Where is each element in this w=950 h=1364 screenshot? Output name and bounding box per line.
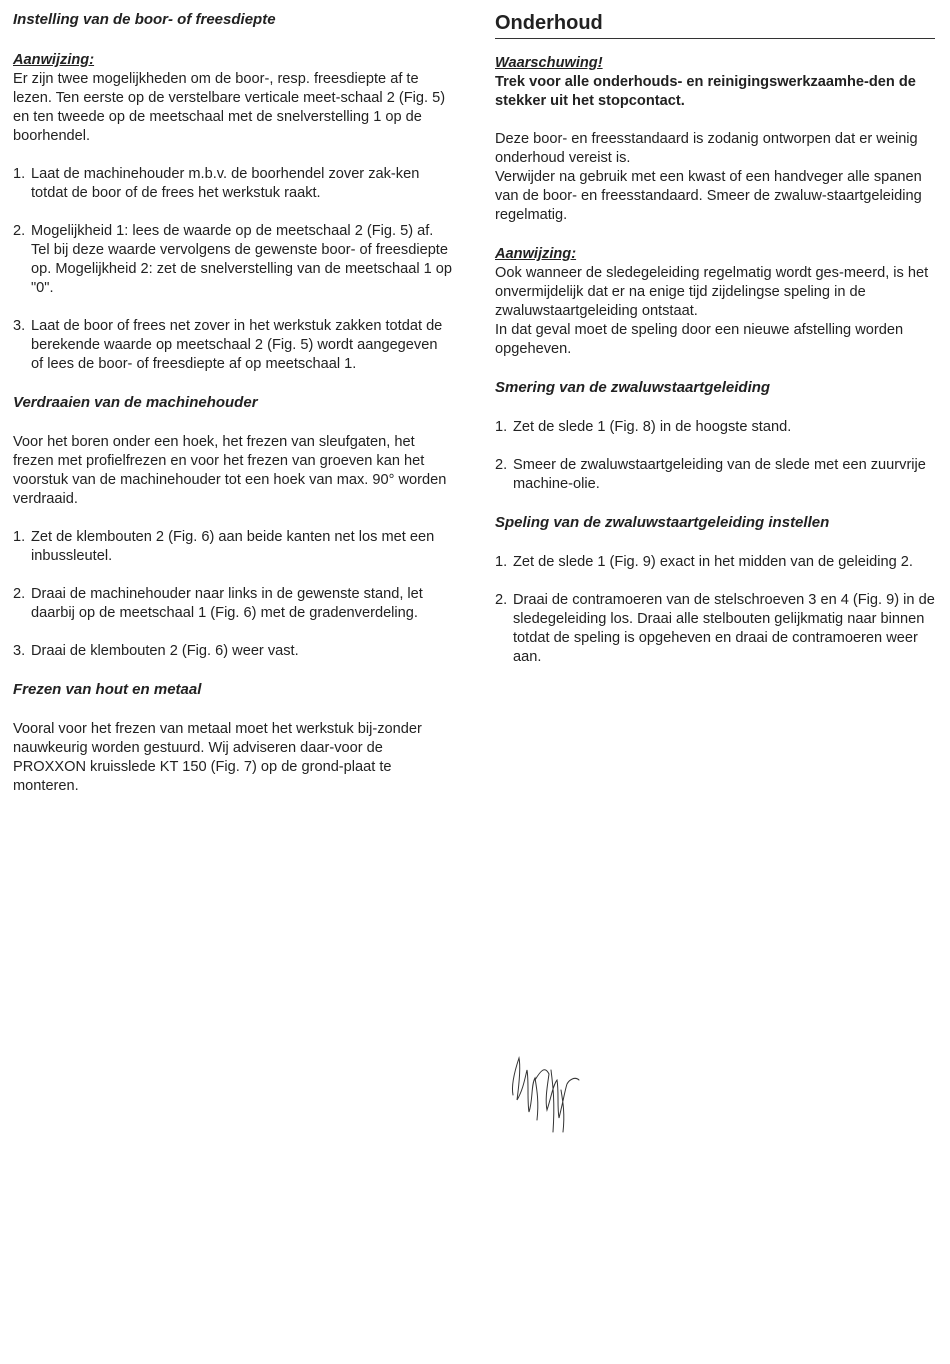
left-column xyxy=(13,10,453,815)
list-item: 1. Laat de machinehouder m.b.v. de boorhendel zover zak-ken totdat de boor of de frees het werkstuk raakt. xyxy=(13,166,420,201)
note-label: Aanwijzing: xyxy=(495,246,577,262)
section-heading-play-adjust: Speling van de zwaluwstaartgeleiding instellen xyxy=(495,514,830,531)
note-text: In dat geval moet de speling door een nieuwe afstelling worden opgeheven. xyxy=(495,322,904,357)
signature-icon xyxy=(505,1040,585,1140)
maintenance-paragraph: Verwijder na gebruik met een kwast of een handveger alle spanen van de boor- en freesstandaard. Smeer de zwaluw-staartgeleiding regelmatig. xyxy=(495,169,922,223)
list-item: 1. Zet de slede 1 (Fig. 8) in de hoogste stand. xyxy=(495,419,792,435)
list-item: 3. Draai de klembouten 2 (Fig. 6) weer vast. xyxy=(13,643,299,659)
section-heading-rotate: Verdraaien van de machinehouder xyxy=(13,394,258,411)
warning-label: Waarschuwing! xyxy=(495,55,603,71)
lubrication-steps-list xyxy=(495,418,935,494)
note-text: Er zijn twee mogelijkheden om de boor-, resp. freesdiepte af te lezen. Ten eerste op de verstelbare verticale meet-schaal 2 (Fig. 5) en ten tweede op de meetschaal met de snelverstelling 1 op de boorhendel. xyxy=(13,71,446,144)
milling-text: Vooral voor het frezen van metaal moet het werkstuk bij-zonder nauwkeurig worden gestuurd. Wij adviseren daar-voor de PROXXON kruisslede KT 150 (Fig. 7) op de grond-plaat te monteren. xyxy=(13,721,422,794)
play-adjust-steps-list xyxy=(495,553,935,667)
section-heading-lubrication: Smering van de zwaluwstaartgeleiding xyxy=(495,379,771,396)
rotate-steps-list xyxy=(13,528,453,661)
note-label: Aanwijzing: xyxy=(13,52,95,68)
list-item: 1. Zet de klembouten 2 (Fig. 6) aan beide kanten net los met een inbussleutel. xyxy=(13,529,435,564)
maintenance-paragraph: Deze boor- en freesstandaard is zodanig ontworpen dat er weinig onderhoud vereist is. xyxy=(495,131,918,166)
rotate-intro: Voor het boren onder een hoek, het frezen van sleufgaten, het frezen met profielfrezen en voor het frezen van groeven kan het voorstuk van de machinehouder tot een hoek van max. 90° worden verdraaid. xyxy=(13,434,447,507)
list-item: 2. Draai de contramoeren van de stelschroeven 3 en 4 (Fig. 9) in de sledegeleiding los. Draai alle stelbouten gelijkmatig naar binnen totdat de speling is opgeheven en draai de contramoeren weer aan. xyxy=(495,592,935,665)
list-item: 3. Laat de boor of frees net zover in het werkstuk zakken totdat de berekende waarde op meetschaal 2 (Fig. 5) wordt aangegeven of lees de boor- of freesdiepte af op meetschaal 1. xyxy=(13,318,443,372)
list-item: 2. Smeer de zwaluwstaartgeleiding van de slede met een zuurvrije machine-olie. xyxy=(495,457,926,492)
page-title: Onderhoud xyxy=(495,10,935,39)
note-text: Ook wanneer de sledegeleiding regelmatig wordt ges-meerd, is het onvermijdelijk dat er na enige tijd zijdelingse speling in de zwaluwstaartgeleiding ontstaat. xyxy=(495,265,929,319)
warning-text: Trek voor alle onderhouds- en reinigingswerkzaamhe-den de stekker uit het stopcontact. xyxy=(495,74,916,109)
list-item: 1. Zet de slede 1 (Fig. 9) exact in het midden van de geleiding 2. xyxy=(495,554,913,570)
section-heading-milling: Frezen van hout en metaal xyxy=(13,681,202,698)
depth-steps-list xyxy=(13,165,453,374)
right-column xyxy=(495,10,935,686)
list-item: 2. Mogelijkheid 1: lees de waarde op de meetschaal 2 (Fig. 5) af. Tel bij deze waarde vervolgens de gewenste boor- of freesdiepte op. Mogelijkheid 2: zet de snelverstelling van de meetschaal 1 op "0". xyxy=(13,223,453,296)
list-item: 2. Draai de machinehouder naar links in de gewenste stand, let daarbij op de meetschaal 1 (Fig. 6) met de gradenverdeling. xyxy=(13,586,423,621)
section-heading-depth: Instelling van de boor- of freesdiepte xyxy=(13,11,276,28)
